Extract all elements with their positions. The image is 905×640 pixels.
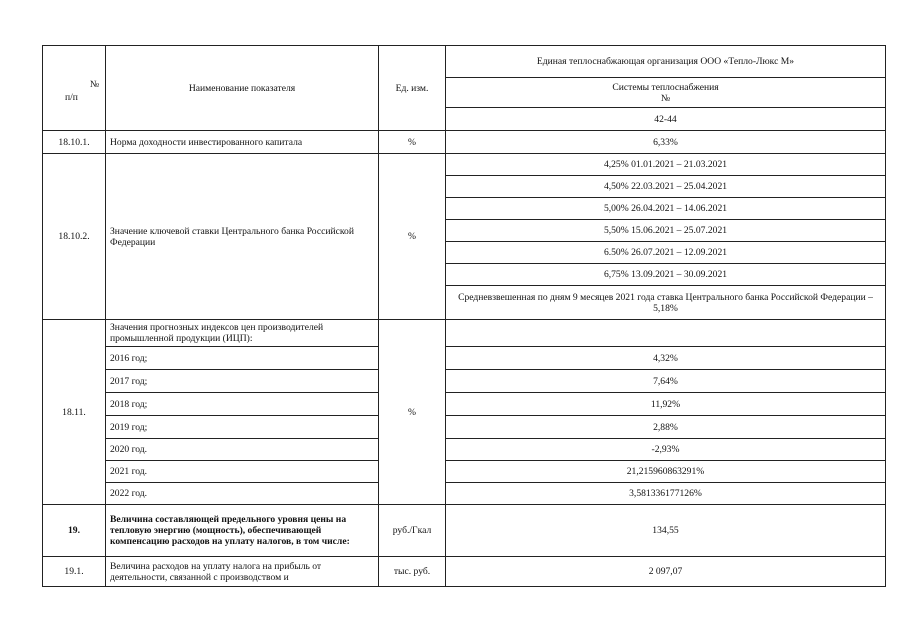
header-row: [43, 46, 886, 78]
row-value-empty: [446, 320, 886, 347]
year-label: 2020 год.: [106, 439, 379, 461]
key-rate-value: 6.50% 26.07.2021 – 12.09.2021: [446, 242, 886, 264]
year-label: 2019 год;: [106, 416, 379, 439]
year-value: 4,32%: [446, 347, 886, 370]
year-value: 21,215960863291%: [446, 461, 886, 483]
systems-label: Системы теплоснабжения: [612, 81, 719, 93]
table-row: [43, 131, 886, 154]
table-row: [43, 320, 886, 347]
row-unit: руб./Гкал: [379, 505, 446, 557]
row-unit: %: [379, 320, 446, 505]
key-rate-value: 5,50% 15.06.2021 – 25.07.2021: [446, 220, 886, 242]
org-header: Единая теплоснабжающая организация ООО «Тепло-Люкс М»: [446, 46, 886, 78]
row-value: 134,55: [446, 505, 886, 557]
systems-number-sign: №: [660, 92, 671, 104]
indicator-table: [42, 45, 886, 587]
row-unit: %: [379, 131, 446, 154]
systems-header: [446, 78, 886, 108]
row-value: 6,33%: [446, 131, 886, 154]
year-label: 2021 год.: [106, 461, 379, 483]
row-name: Значения прогнозных индексов цен производителей промышленной продукции (ИЦП):: [106, 320, 379, 347]
row-name: Норма доходности инвестированного капитала: [106, 131, 379, 154]
row-value: 2 097,07: [446, 557, 886, 587]
table-row: [43, 557, 886, 587]
system-id: 42-44: [446, 108, 886, 131]
year-label: 2016 год;: [106, 347, 379, 370]
weighted-rate: Средневзвешенная по дням 9 месяцев 2021 года ставка Центрального банка Российской Федерации – 5,18%: [446, 286, 886, 320]
col-unit-header: Ед. изм.: [379, 46, 446, 131]
row-name: Величина составляющей предельного уровня цены на тепловую энергию (мощность), обеспечивающей компенсацию расходов на уплату налогов, в том числе:: [106, 505, 379, 557]
key-rate-value: 4,50% 22.03.2021 – 25.04.2021: [446, 176, 886, 198]
year-value: 7,64%: [446, 370, 886, 393]
number-sign: №: [89, 79, 99, 90]
year-value: 2,88%: [446, 416, 886, 439]
year-value: 11,92%: [446, 393, 886, 416]
key-rate-value: 6,75% 13.09.2021 – 30.09.2021: [446, 264, 886, 286]
row-number: 19.1.: [43, 557, 106, 587]
row-number: 18.10.1.: [43, 131, 106, 154]
year-label: 2022 год.: [106, 483, 379, 505]
row-name: Значение ключевой ставки Центрального банка Российской Федерации: [106, 154, 379, 320]
table-row: [43, 505, 886, 557]
row-unit: тыс. руб.: [379, 557, 446, 587]
row-number: 18.11.: [43, 320, 106, 505]
year-label: 2017 год;: [106, 370, 379, 393]
key-rate-value: 5,00% 26.04.2021 – 14.06.2021: [446, 198, 886, 220]
col-number-header: [43, 46, 106, 131]
row-number: 19.: [43, 505, 106, 557]
table-row: [43, 154, 886, 176]
row-unit: %: [379, 154, 446, 320]
row-name: Величина расходов на уплату налога на прибыль от деятельности, связанной с производством и: [106, 557, 379, 587]
col-name-header: Наименование показателя: [106, 46, 379, 131]
row-number: 18.10.2.: [43, 154, 106, 320]
year-value: -2,93%: [446, 439, 886, 461]
year-label: 2018 год;: [106, 393, 379, 416]
year-value: 3,581336177126%: [446, 483, 886, 505]
key-rate-value: 4,25% 01.01.2021 – 21.03.2021: [446, 154, 886, 176]
pp-label: п/п: [65, 92, 78, 103]
